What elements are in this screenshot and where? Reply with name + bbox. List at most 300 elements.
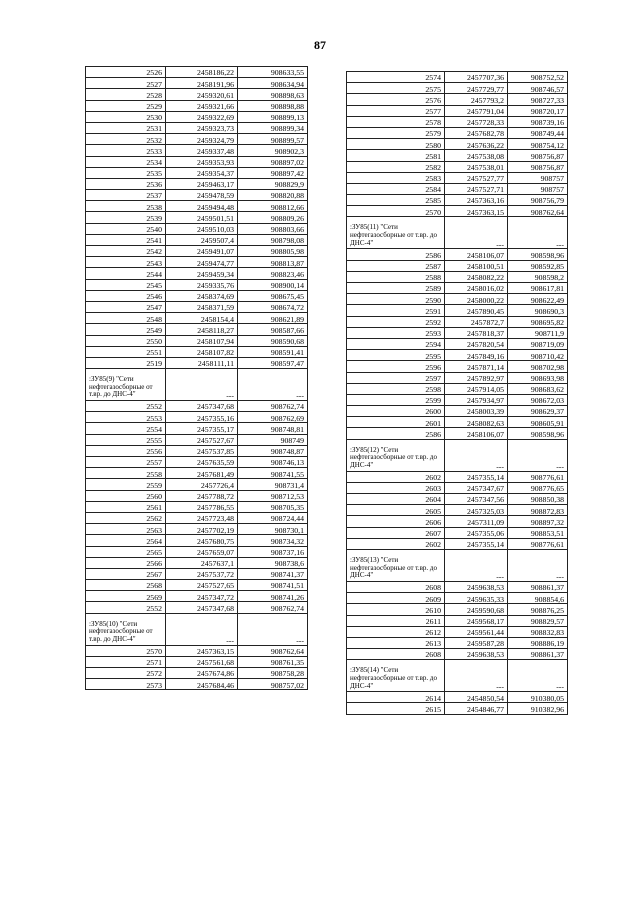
coordinate-x: 2457363,15	[166, 645, 238, 656]
coordinate-x: 2454846,77	[445, 703, 508, 714]
coordinate-x: 2457934,97	[445, 394, 508, 405]
point-number: 2549	[86, 324, 166, 335]
coordinate-x: 2457311,09	[445, 516, 508, 527]
coordinate-x: 2457684,46	[166, 679, 238, 690]
point-number: 2557	[86, 457, 166, 468]
point-number: 2613	[347, 637, 445, 648]
point-number: 2527	[86, 78, 166, 89]
coordinate-x: 2458371,59	[166, 301, 238, 312]
point-number: 2564	[86, 535, 166, 546]
coordinate-y: 908861,37	[508, 649, 568, 660]
table-row	[86, 178, 308, 189]
point-number: 2592	[347, 316, 445, 327]
coordinate-x: 2457355,14	[445, 538, 508, 549]
coordinates-table-left	[85, 66, 308, 690]
point-number: 2546	[86, 290, 166, 301]
point-number: 2539	[86, 212, 166, 223]
point-number: 2567	[86, 568, 166, 579]
coordinate-y: 908712,53	[238, 490, 308, 501]
table-row	[347, 471, 568, 482]
coordinate-y: 908756,79	[508, 195, 568, 206]
point-number: 2585	[347, 195, 445, 206]
coordinate-x: 2459474,77	[166, 257, 238, 268]
coordinate-y: 908762,74	[238, 602, 308, 613]
point-number: 2555	[86, 434, 166, 445]
coordinate-y: 908798,08	[238, 234, 308, 245]
table-row	[347, 294, 568, 305]
coordinate-y: 908829,9	[238, 178, 308, 189]
coordinate-x: 2457788,72	[166, 490, 238, 501]
coordinate-y: 908734,32	[238, 535, 308, 546]
point-number: 2600	[347, 406, 445, 417]
coordinate-x: 2459478,59	[166, 190, 238, 201]
coordinate-x: 2457872,7	[445, 316, 508, 327]
point-number: 2574	[347, 72, 445, 83]
coordinate-x: 2458374,69	[166, 290, 238, 301]
table-row	[86, 212, 308, 223]
coordinate-x: 2458118,27	[166, 324, 238, 335]
coordinate-y: 910380,05	[508, 692, 568, 703]
coordinate-x: 2459590,68	[445, 604, 508, 615]
table-row	[86, 568, 308, 579]
coordinate-y: 908899,57	[238, 134, 308, 145]
table-row	[347, 150, 568, 161]
coordinate-y: 908757	[508, 172, 568, 183]
coordinate-y: 908749	[238, 434, 308, 445]
section-label: :ЗУ85(10) "Сети нефтегазосборные от т.вр. до ДНС-4"	[86, 613, 166, 645]
table-row	[86, 512, 308, 523]
coordinate-y: 908727,33	[508, 94, 568, 105]
table-row	[347, 626, 568, 637]
coordinate-x: 2459353,93	[166, 156, 238, 167]
table-row	[347, 527, 568, 538]
coordinate-y: 908705,35	[238, 501, 308, 512]
coordinate-x: 2458186,22	[166, 67, 238, 78]
coordinate-y: 908850,38	[508, 494, 568, 505]
coordinate-x: 2457682,78	[445, 127, 508, 138]
coordinate-y: 908621,89	[238, 313, 308, 324]
table-row	[347, 417, 568, 428]
table-row	[347, 649, 568, 660]
empty-value-marker: ---	[445, 549, 508, 581]
point-number: 2586	[347, 428, 445, 439]
table-row	[86, 234, 308, 245]
coordinate-x: 2457728,33	[445, 116, 508, 127]
table-row	[347, 494, 568, 505]
coordinate-y: 908898,88	[238, 100, 308, 111]
coordinate-y: 908762,69	[238, 412, 308, 423]
coordinate-x: 2457892,97	[445, 372, 508, 383]
table-row	[347, 383, 568, 394]
point-number: 2590	[347, 294, 445, 305]
coordinate-x: 2457674,86	[166, 668, 238, 679]
table-row	[347, 72, 568, 83]
coordinate-x: 2459561,44	[445, 626, 508, 637]
coordinate-x: 2459322,69	[166, 111, 238, 122]
table-row	[86, 412, 308, 423]
coordinate-x: 2457818,37	[445, 327, 508, 338]
coordinate-x: 2457702,19	[166, 524, 238, 535]
coordinate-x: 2458106,07	[445, 428, 508, 439]
table-row	[347, 482, 568, 493]
point-number: 2560	[86, 490, 166, 501]
coordinate-x: 2458111,11	[166, 357, 238, 368]
coordinate-x: 2457659,07	[166, 546, 238, 557]
section-label: :ЗУ85(13) "Сети нефтегазосборные от т.вр. до ДНС-4"	[347, 549, 445, 581]
coordinate-x: 2459491,07	[166, 246, 238, 257]
table-row	[347, 316, 568, 327]
coordinate-y: 908605,91	[508, 417, 568, 428]
point-number: 2606	[347, 516, 445, 527]
coordinate-x: 2457890,45	[445, 305, 508, 316]
point-number: 2581	[347, 150, 445, 161]
table-row	[347, 195, 568, 206]
coordinate-y: 908590,68	[238, 335, 308, 346]
point-number: 2614	[347, 692, 445, 703]
point-number: 2583	[347, 172, 445, 183]
table-row	[347, 105, 568, 116]
table-row	[347, 516, 568, 527]
coordinate-y: 908724,44	[238, 512, 308, 523]
coordinate-y: 908854,6	[508, 593, 568, 604]
point-number: 2603	[347, 482, 445, 493]
coordinate-y: 908762,64	[238, 645, 308, 656]
table-row	[347, 372, 568, 383]
point-number: 2531	[86, 122, 166, 133]
empty-value-marker: ---	[166, 369, 238, 401]
table-row	[86, 246, 308, 257]
coordinate-y: 908738,6	[238, 557, 308, 568]
point-number: 2573	[86, 679, 166, 690]
coordinate-y: 908741,37	[238, 568, 308, 579]
table-row	[86, 668, 308, 679]
point-number: 2604	[347, 494, 445, 505]
point-number: 2576	[347, 94, 445, 105]
point-number: 2610	[347, 604, 445, 615]
point-number: 2534	[86, 156, 166, 167]
point-number: 2602	[347, 538, 445, 549]
table-row	[347, 183, 568, 194]
coordinate-y: 908762,64	[508, 206, 568, 217]
table-row	[86, 679, 308, 690]
table-row	[86, 268, 308, 279]
table-row	[86, 645, 308, 656]
coordinate-y: 908746,13	[238, 457, 308, 468]
coordinate-x: 2458107,82	[166, 346, 238, 357]
coordinate-y: 908876,25	[508, 604, 568, 615]
table-row	[86, 223, 308, 234]
coordinate-y: 910382,96	[508, 703, 568, 714]
table-row	[347, 406, 568, 417]
coordinate-y: 908720,17	[508, 105, 568, 116]
coordinate-y: 908598,96	[508, 428, 568, 439]
point-number: 2569	[86, 591, 166, 602]
table-row	[347, 116, 568, 127]
coordinate-y: 908899,13	[238, 111, 308, 122]
table-row	[86, 100, 308, 111]
point-number: 2608	[347, 581, 445, 592]
coordinate-y: 908758,28	[238, 668, 308, 679]
point-number: 2544	[86, 268, 166, 279]
coordinate-x: 2457527,71	[445, 183, 508, 194]
point-number: 2588	[347, 271, 445, 282]
point-number: 2545	[86, 279, 166, 290]
coordinate-y: 908629,37	[508, 406, 568, 417]
coordinate-x: 2457871,14	[445, 361, 508, 372]
table-row	[347, 139, 568, 150]
empty-value-marker: ---	[508, 549, 568, 581]
point-number: 2530	[86, 111, 166, 122]
coordinate-y: 908622,49	[508, 294, 568, 305]
table-row	[86, 490, 308, 501]
coordinate-y: 908899,34	[238, 122, 308, 133]
coordinate-x: 2458082,63	[445, 417, 508, 428]
coordinate-y: 908730,1	[238, 524, 308, 535]
coordinate-x: 2459335,76	[166, 279, 238, 290]
point-number: 2548	[86, 313, 166, 324]
point-number: 2605	[347, 505, 445, 516]
table-row	[347, 394, 568, 405]
table-row	[86, 313, 308, 324]
point-number: 2563	[86, 524, 166, 535]
point-number: 2571	[86, 656, 166, 667]
table-row	[347, 338, 568, 349]
point-number: 2572	[86, 668, 166, 679]
table-row	[86, 89, 308, 100]
table-row	[347, 249, 568, 260]
table-row	[86, 546, 308, 557]
coordinate-x: 2457636,22	[445, 139, 508, 150]
coordinate-x: 2458082,22	[445, 271, 508, 282]
coordinates-table-right	[346, 71, 568, 715]
coordinate-x: 2457527,65	[166, 580, 238, 591]
table-row	[347, 350, 568, 361]
coordinate-x: 2457723,48	[166, 512, 238, 523]
coordinate-x: 2457537,72	[166, 568, 238, 579]
coordinate-y: 908809,26	[238, 212, 308, 223]
point-number: 2594	[347, 338, 445, 349]
section-label: :ЗУ85(14) "Сети нефтегазосборные от т.вр. до ДНС-4"	[347, 660, 445, 692]
coordinate-y: 908591,41	[238, 346, 308, 357]
point-number: 2537	[86, 190, 166, 201]
section-label: :ЗУ85(12) "Сети нефтегазосборные от т.вр. до ДНС-4"	[347, 439, 445, 471]
point-number: 2575	[347, 83, 445, 94]
point-number: 2591	[347, 305, 445, 316]
table-row	[347, 703, 568, 714]
point-number: 2599	[347, 394, 445, 405]
coordinate-x: 2458000,22	[445, 294, 508, 305]
coordinate-y: 908748,87	[238, 445, 308, 456]
section-header-row	[86, 613, 308, 645]
coordinate-y: 908695,82	[508, 316, 568, 327]
coordinate-y: 908762,74	[238, 401, 308, 412]
point-number: 2597	[347, 372, 445, 383]
coordinate-y: 908598,2	[508, 271, 568, 282]
coordinate-x: 2457363,15	[445, 206, 508, 217]
coordinate-x: 2457527,77	[445, 172, 508, 183]
table-row	[86, 290, 308, 301]
table-row	[86, 557, 308, 568]
point-number: 2566	[86, 557, 166, 568]
coordinate-x: 2457561,68	[166, 656, 238, 667]
empty-value-marker: ---	[508, 217, 568, 249]
section-header-row	[347, 439, 568, 471]
table-row	[347, 637, 568, 648]
point-number: 2554	[86, 423, 166, 434]
table-row	[347, 206, 568, 217]
section-header-row	[347, 660, 568, 692]
coordinate-y: 908820,88	[238, 190, 308, 201]
coordinate-y: 908897,32	[508, 516, 568, 527]
point-number: 2584	[347, 183, 445, 194]
table-row	[86, 479, 308, 490]
point-number: 2547	[86, 301, 166, 312]
coordinate-x: 2457681,49	[166, 468, 238, 479]
coordinate-y: 908813,87	[238, 257, 308, 268]
coordinate-x: 2457707,36	[445, 72, 508, 83]
table-row	[347, 283, 568, 294]
table-row	[86, 78, 308, 89]
coordinate-y: 908690,3	[508, 305, 568, 316]
coordinate-x: 2457538,01	[445, 161, 508, 172]
point-number: 2556	[86, 445, 166, 456]
coordinate-x: 2457793,2	[445, 94, 508, 105]
point-number: 2580	[347, 139, 445, 150]
coordinate-x: 2459507,4	[166, 234, 238, 245]
coordinate-x: 2457635,59	[166, 457, 238, 468]
table-row	[86, 434, 308, 445]
coordinate-x: 2457527,67	[166, 434, 238, 445]
point-number: 2570	[347, 206, 445, 217]
point-number: 2528	[86, 89, 166, 100]
section-label: :ЗУ85(9) "Сети нефтегазосборные от т.вр. до ДНС-4"	[86, 369, 166, 401]
table-row	[347, 305, 568, 316]
coordinate-x: 2459459,34	[166, 268, 238, 279]
section-header-row	[347, 217, 568, 249]
point-number: 2598	[347, 383, 445, 394]
coordinate-y: 908754,12	[508, 139, 568, 150]
coordinate-x: 2457347,67	[445, 482, 508, 493]
point-number: 2551	[86, 346, 166, 357]
table-row	[86, 111, 308, 122]
point-number: 2535	[86, 167, 166, 178]
coordinate-x: 2458003,39	[445, 406, 508, 417]
coordinate-y: 908776,65	[508, 482, 568, 493]
point-number: 2529	[86, 100, 166, 111]
empty-value-marker: ---	[238, 369, 308, 401]
table-row	[347, 361, 568, 372]
table-row	[86, 122, 308, 133]
coordinate-y: 908672,03	[508, 394, 568, 405]
coordinate-y: 908741,51	[238, 580, 308, 591]
coordinate-x: 2457347,68	[166, 401, 238, 412]
point-number: 2611	[347, 615, 445, 626]
table-row	[347, 581, 568, 592]
table-row	[347, 161, 568, 172]
point-number: 2596	[347, 361, 445, 372]
table-row	[86, 357, 308, 368]
table-row	[347, 327, 568, 338]
point-number: 2562	[86, 512, 166, 523]
point-number: 2589	[347, 283, 445, 294]
point-number: 2602	[347, 471, 445, 482]
coordinate-y: 908731,4	[238, 479, 308, 490]
coordinate-y: 908749,44	[508, 127, 568, 138]
coordinate-x: 2459510,03	[166, 223, 238, 234]
coordinate-y: 908861,37	[508, 581, 568, 592]
table-row	[86, 656, 308, 667]
table-row	[347, 593, 568, 604]
point-number: 2568	[86, 580, 166, 591]
coordinate-x: 2459337,48	[166, 145, 238, 156]
point-number: 2593	[347, 327, 445, 338]
point-number: 2608	[347, 649, 445, 660]
empty-value-marker: ---	[508, 660, 568, 692]
coordinate-y: 908776,61	[508, 471, 568, 482]
point-number: 2615	[347, 703, 445, 714]
point-number: 2607	[347, 527, 445, 538]
coordinate-y: 908756,87	[508, 150, 568, 161]
table-row	[86, 591, 308, 602]
coordinate-x: 2458154,4	[166, 313, 238, 324]
point-number: 2586	[347, 249, 445, 260]
coordinate-y: 908710,42	[508, 350, 568, 361]
coordinate-y: 908719,09	[508, 338, 568, 349]
coordinate-y: 908675,45	[238, 290, 308, 301]
coordinate-x: 2457820,54	[445, 338, 508, 349]
point-number: 2601	[347, 417, 445, 428]
point-number: 2561	[86, 501, 166, 512]
table-row	[347, 538, 568, 549]
point-number: 2565	[86, 546, 166, 557]
coordinate-x: 2459587,28	[445, 637, 508, 648]
coordinate-y: 908902,3	[238, 145, 308, 156]
coordinate-x: 2459321,66	[166, 100, 238, 111]
coordinate-y: 908757	[508, 183, 568, 194]
point-number: 2519	[86, 357, 166, 368]
coordinate-x: 2457347,68	[166, 602, 238, 613]
table-row	[86, 346, 308, 357]
coordinate-y: 908757,02	[238, 679, 308, 690]
coordinate-x: 2457914,05	[445, 383, 508, 394]
coordinate-x: 2459638,53	[445, 649, 508, 660]
table-row	[347, 94, 568, 105]
coordinate-y: 908598,96	[508, 249, 568, 260]
coordinate-x: 2457347,56	[445, 494, 508, 505]
coordinate-x: 2458191,96	[166, 78, 238, 89]
coordinate-x: 2458016,02	[445, 283, 508, 294]
coordinate-y: 908711,9	[508, 327, 568, 338]
table-row	[347, 615, 568, 626]
coordinate-x: 2454850,54	[445, 692, 508, 703]
table-row	[86, 524, 308, 535]
table-row	[86, 335, 308, 346]
coordinate-x: 2457355,17	[166, 423, 238, 434]
coordinate-y: 908739,16	[508, 116, 568, 127]
coordinate-y: 908693,98	[508, 372, 568, 383]
table-row	[86, 602, 308, 613]
coordinate-x: 2457355,14	[445, 471, 508, 482]
coordinate-y: 908823,46	[238, 268, 308, 279]
coordinate-y: 908633,55	[238, 67, 308, 78]
coordinate-y: 908898,63	[238, 89, 308, 100]
point-number: 2541	[86, 234, 166, 245]
table-row	[347, 260, 568, 271]
point-number: 2536	[86, 178, 166, 189]
table-row	[86, 156, 308, 167]
coordinate-y: 908872,83	[508, 505, 568, 516]
section-header-row	[86, 369, 308, 401]
